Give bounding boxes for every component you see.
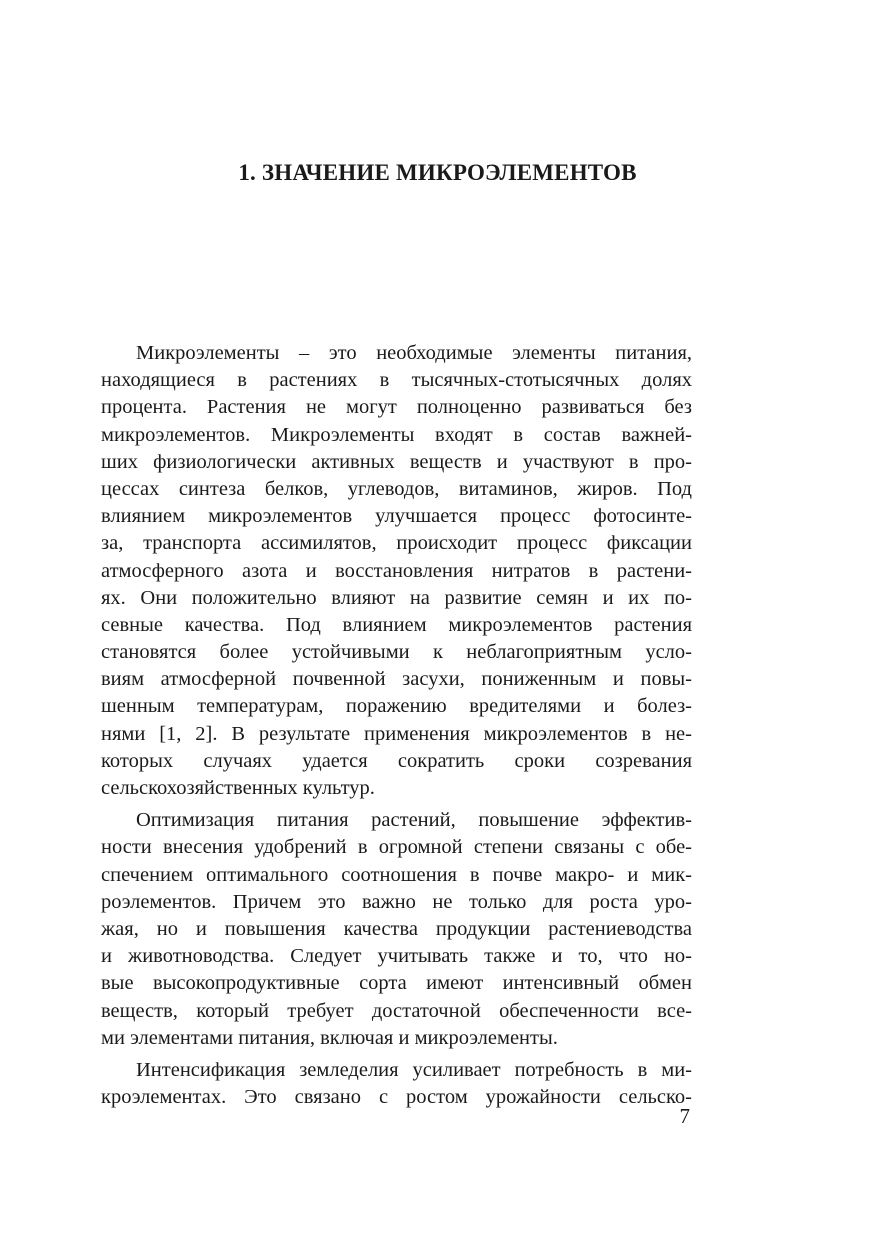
text-line: шенным температурам, поражению вредителями и болез- — [101, 695, 692, 718]
text-line: виям атмосферной почвенной засухи, пониженным и повы- — [101, 668, 692, 691]
text-line: которых случаях удается сократить сроки созревания — [101, 749, 692, 772]
text-line: и животноводства. Следует учитывать также и то, что но- — [101, 945, 692, 968]
text-line: ях. Они положительно влияют на развитие семян и их по- — [101, 586, 692, 609]
text-line: микроэлементов. Микроэлементы входят в состав важней- — [101, 423, 692, 446]
text-line: ности внесения удобрений в огромной степени связаны с обе- — [101, 836, 692, 859]
text-line: за, транспорта ассимилятов, происходит процесс фиксации — [101, 532, 692, 555]
text-line: Оптимизация питания растений, повышение эффектив- — [136, 809, 692, 832]
chapter-title: 1. ЗНАЧЕНИЕ МИКРОЭЛЕМЕНТОВ — [238, 160, 637, 185]
text-line: находящиеся в растениях в тысячных-стотысячных долях — [101, 369, 692, 392]
text-line: севные качества. Под влиянием микроэлементов растения — [101, 613, 692, 636]
text-line: Микроэлементы – это необходимые элементы питания, — [136, 342, 692, 364]
text-line: Интенсификация земледелия усиливает потребность в ми- — [136, 1058, 692, 1081]
text-line: жая, но и повышения качества продукции растениеводства — [101, 917, 692, 940]
body-text — [101, 340, 692, 1111]
text-line: влиянием микроэлементов улучшается процесс фотосинте- — [101, 505, 692, 528]
text-line: вые высокопродуктивные сорта имеют интенсивный обмен — [101, 972, 692, 995]
text-line: сельскохозяйственных культур. — [101, 777, 375, 799]
text-line: становятся более устойчивыми к неблагоприятным усло- — [101, 641, 692, 664]
text-line: цессах синтеза белков, углеводов, витаминов, жиров. Под — [101, 477, 692, 500]
text-line: спечением оптимального соотношения в почве макро- и мик- — [101, 863, 692, 886]
paragraph — [101, 1057, 692, 1111]
text-line: кроэлементах. Это связано с ростом урожайности сельско- — [101, 1086, 692, 1109]
text-line: процента. Растения не могут полноценно развиваться без — [101, 396, 692, 419]
text-line: веществ, который требует достаточной обеспеченности все- — [101, 999, 692, 1022]
text-line: атмосферного азота и восстановления нитратов в растени- — [101, 559, 692, 582]
text-line: ми элементами питания, включая и микроэлементы. — [101, 1026, 558, 1049]
text-line: роэлементов. Причем это важно не только для роста уро- — [101, 890, 692, 913]
text-line: ших физиологически активных веществ и участвуют в про- — [101, 450, 692, 473]
text-line: нями [1, 2]. В результате применения микроэлементов в не- — [101, 722, 692, 745]
page-number: 7 — [679, 1104, 690, 1128]
paragraph — [101, 807, 692, 1052]
paragraph — [101, 340, 692, 802]
